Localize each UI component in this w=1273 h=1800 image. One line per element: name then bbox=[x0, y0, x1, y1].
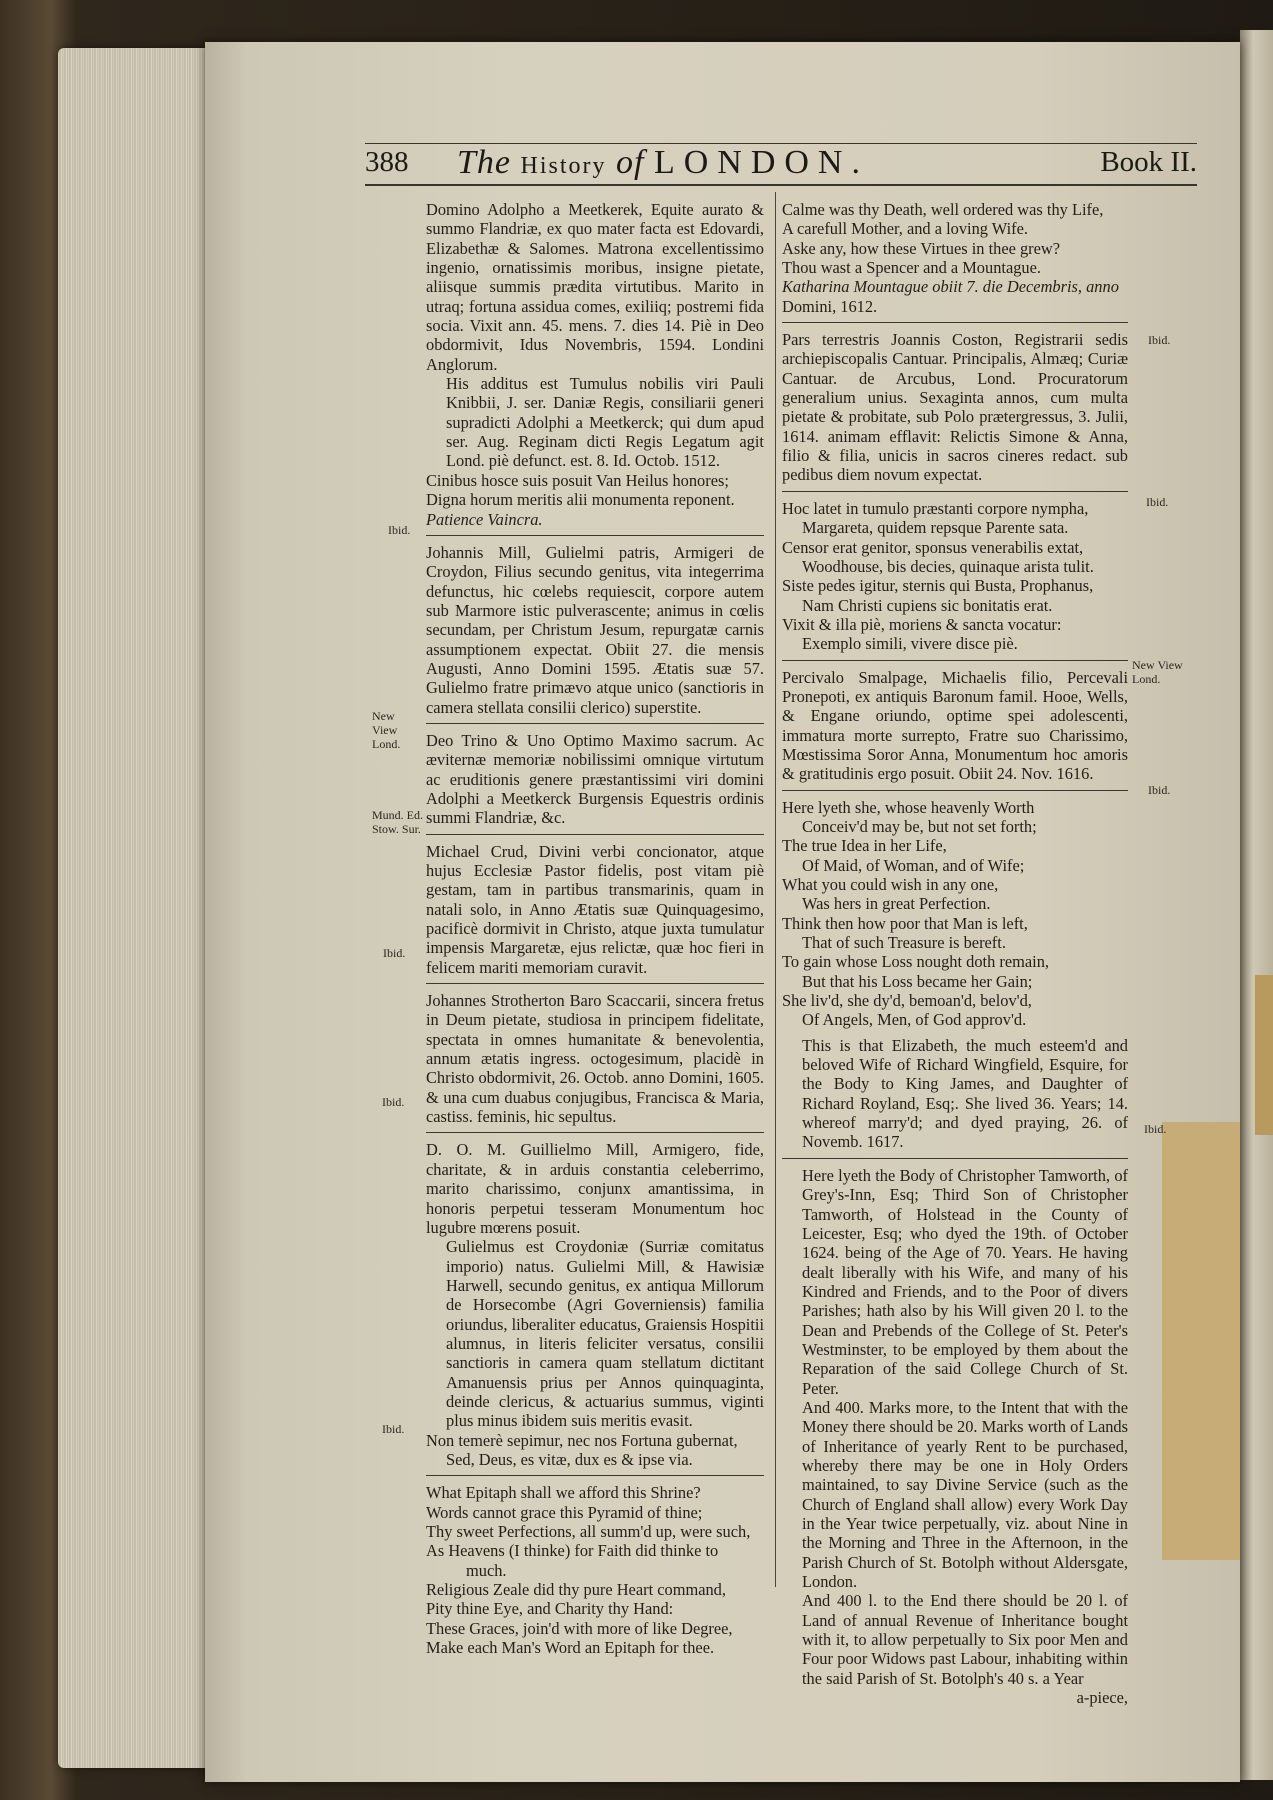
verse-line: A carefull Mother, and a loving Wife. bbox=[782, 219, 1028, 239]
left-entry-3 bbox=[426, 731, 764, 828]
margin-note: Ibid. bbox=[382, 1422, 405, 1436]
verse-line: Sed, Deus, es vitæ, dux es & ipse via. bbox=[446, 1449, 693, 1469]
left-entry-4 bbox=[426, 842, 764, 977]
entry-text: Deo Trino & Uno Optimo Maximo sacrum. Ac æviternæ memoriæ nobilissimi omnique virtutum ac eruditionis genere præstantissimi viri domini Adolphi a Meetkerck Burgensis Equestris ordinis summi Flandriæ, &c. bbox=[426, 730, 764, 828]
entry-text-3: And 400 l. to the End there should be 20 l. of Land of annual Revenue of Inheritance bought with it, to allow perpetually to Six poor Men and Four poor Widows past Labour, inhabiting within the said Parish of St. Botolph's 40 s. a Year bbox=[802, 1591, 1128, 1688]
verse-line: Digna horum meritis alii monumenta reponent. bbox=[426, 490, 735, 510]
entry-rule bbox=[782, 322, 1128, 323]
catchword: a-piece, bbox=[1076, 1688, 1128, 1708]
verse-line: She liv'd, she dy'd, bemoan'd, belov'd, bbox=[782, 991, 1032, 1011]
verse-line: To gain whose Loss nought doth remain, bbox=[782, 952, 1049, 972]
entry-text: Here lyeth the Body of Christopher Tamworth, of Grey's-Inn, Esq; Third Son of Christopher Tamworth, of Holstead in the County of Leicester, Esq; who dyed the 19th. of October 1624. being of the Age of 70. Years. He having dealt liberally with his Wife, and many of his Kindred and Friends, and to the Poor of divers Parishes; hath also by his Will given 20 l. to the Dean and Prebends of the College of St. Peter's Westminster, to be employed by them about the Reparation of the said College Church of St. Peter. bbox=[802, 1165, 1128, 1398]
right-entry-5 bbox=[782, 798, 1128, 1152]
entry-rule bbox=[426, 983, 764, 984]
verse-line: What you could wish in any one, bbox=[782, 875, 999, 894]
left-entry-7 bbox=[426, 1483, 764, 1657]
column-divider bbox=[775, 192, 776, 1587]
entry-text-2: And 400. Marks more, to the Intent that with the Money there should be 20. Marks worth of Lands of Inheritance of yearly Rent to be purchased, whereby there may be one in Holy Orders maintained, to say Divine Service (such as the Church of England shall allow) every Work Day in the Year twice perpetually, viz. about Nine in the Morning and Three in the Afternoon, in the Parish Church of St. Botolph without Aldersgate, London. bbox=[802, 1397, 1128, 1592]
right-column bbox=[782, 200, 1128, 1707]
margin-note: Ibid. bbox=[1148, 333, 1171, 347]
verse-line: Pity thine Eye, and Charity thy Hand: bbox=[426, 1599, 674, 1619]
verse-line: Words cannot grace this Pyramid of thine; bbox=[426, 1502, 703, 1522]
verse-line: What Epitaph shall we afford this Shrine? bbox=[426, 1483, 701, 1503]
verse-line: Domini, 1612. bbox=[782, 296, 878, 316]
entry-text-2: His additus est Tumulus nobilis viri Pauli Knibbii, J. ser. Daniæ Regis, consiliarii generi supradicti Adolphi a Meetkerck; qui dum apud ser. Aug. Reginam dicti Regis Legatum agit Lond. piè defunct. est. 8. Id. Octob. 1512. bbox=[446, 374, 764, 471]
margin-note: Ibid. bbox=[388, 523, 411, 537]
verse-line: much. bbox=[466, 1560, 507, 1580]
verse-line: Was hers in great Perfection. bbox=[802, 894, 991, 914]
verse-line: But that his Loss became her Gain; bbox=[802, 971, 1033, 991]
verse-line: Thy sweet Perfections, all summ'd up, were such, bbox=[426, 1522, 751, 1541]
verse-line: Calme was thy Death, well ordered was thy Life, bbox=[782, 200, 1104, 219]
margin-note: New View Lond. bbox=[372, 709, 401, 751]
verse-line: Of Angels, Men, of God approv'd. bbox=[802, 1010, 1027, 1030]
facing-page-edge bbox=[1240, 30, 1273, 1780]
verse-line: Of Maid, of Woman, and of Wife; bbox=[802, 855, 1025, 875]
paper-strip bbox=[1255, 975, 1273, 1135]
margin-note: Ibid. bbox=[1148, 783, 1171, 797]
verse-line: Here lyeth she, whose heavenly Worth bbox=[782, 797, 1035, 817]
entry-rule bbox=[426, 1475, 764, 1476]
left-entry-2 bbox=[426, 543, 764, 717]
left-entry-6 bbox=[426, 1140, 764, 1469]
right-entry-6 bbox=[782, 1166, 1128, 1708]
entry-rule bbox=[782, 491, 1128, 492]
right-entry-2 bbox=[782, 330, 1128, 485]
entry-text-2: Gulielmus est Croydoniæ (Surriæ comitatus imporio) natus. Gulielmi Mill, & Hawisiæ Harwell, secundo genitus, ex antiqua Millorum de Horsecombe (Agri Governiensis) familia oriundus, liberaliter educatus, Graiensis Hospitii alumnus, in literis feliciter versatus, consilii sanctioris in camera quam stellatum dictitant Amanuensis prius per Annos quinquaginta, deinde clericus, & actuarius summus, viginti plus minus ibidem suis meritis evasit. bbox=[446, 1237, 764, 1431]
margin-note: Ibid. bbox=[383, 946, 406, 960]
entry-rule bbox=[782, 660, 1128, 661]
verse-line: Nam Christi cupiens sic bonitatis erat. bbox=[802, 595, 1053, 615]
left-entry-5 bbox=[426, 991, 764, 1126]
margin-note: New View Lond. bbox=[1132, 658, 1183, 686]
verse-line: Aske any, how these Virtues in thee grew? bbox=[782, 238, 1061, 258]
entry-rule bbox=[782, 1158, 1128, 1159]
page-number: 388 bbox=[365, 146, 409, 178]
entry-rule bbox=[426, 834, 764, 835]
verse-line: Vixit & illa piè, moriens & sancta vocatur: bbox=[782, 614, 1062, 634]
verse-line: Censor erat genitor, sponsus venerabilis extat, bbox=[782, 537, 1084, 557]
entry-rule bbox=[426, 1132, 764, 1133]
verse-line: Cinibus hosce suis posuit Van Heilus honores; bbox=[426, 470, 729, 490]
entry-text: Percivalo Smalpage, Michaelis filio, Percevali Pronepoti, ex antiquis Baronum famil. Hooe, Wells, & Engane oriundo, optime spei adolescenti, immatura morte surrepto, Fratre suo Charissimo, Mœstissima Soror Anna, Monumentum hoc amoris & gratitudinis ergo posuit. Obiit 24. Nov. 1616. bbox=[782, 667, 1128, 784]
verse-line: Siste pedes igitur, sternis qui Busta, Prophanus, bbox=[782, 576, 1094, 596]
entry-text: Johannes Strotherton Baro Scaccarii, sincera fretus in Deum pietate, studiosa in principem fidelitate, spectata in omnes humanitate & benevolentia, annum ætatis ingress. octogesimum, placidè in Christo obdormivit, 26. Octob. anno Domini, 1605. & una cum duabus conjugibus, Francisca & Maria, castiss. feminis, hic sepultus. bbox=[426, 991, 764, 1127]
verse-line: Hoc latet in tumulo præstanti corpore nympha, bbox=[782, 498, 1089, 518]
book-label: Book II. bbox=[1100, 146, 1197, 178]
verse-line: Thou wast a Spencer and a Mountague. bbox=[782, 258, 1041, 278]
pasted-paper-strip bbox=[1162, 1122, 1240, 1560]
verse-line: Woodhouse, bis decies, quinaque arista tulit. bbox=[802, 556, 1094, 576]
entry-text: Domino Adolpho a Meetkerek, Equite aurato & summo Flandriæ, ex quo mater facta est Edovardi, Elizabethæ & Salomes. Matrona excellentissimo ingenio, ornatissimis moribus, insigne pietate, aliisque summis prædita virtutibus. Marito in utraq; fortuna assidua comes, exiliiq; postremi fida socia. Vixit ann. 45. mens. 7. dies 14. Piè in Deo obdormivit, Idus Novembris, 1594. Londini Anglorum. bbox=[426, 200, 764, 374]
right-entry-1 bbox=[782, 200, 1128, 316]
running-title bbox=[457, 144, 869, 182]
title-london: LONDON. bbox=[653, 144, 869, 181]
header-rule-bottom bbox=[365, 184, 1197, 186]
entry-text-2: This is that Elizabeth, the much esteem'd and beloved Wife of Richard Wingfield, Esquire, for the Body to King James, and Daughter of Richard Royland, Esq;. She lived 36. Years; 14. whereof marry'd; and dyed praying, 26. of Novemb. 1617. bbox=[802, 1035, 1128, 1152]
entry-text: Michael Crud, Divini verbi concionator, atque hujus Ecclesiæ Pastor fidelis, post vitam piè gestam, tam in partibus transmarinis, quam in natali solo, in Anno Ætatis suæ Quinquagesimo, pacificè dormivit in Christo, atque juxta tumulatur impensis Margaretæ, ejus relictæ, quæ hoc fieri in felicem mariti memoriam curavit. bbox=[426, 841, 764, 977]
left-column bbox=[426, 200, 764, 1657]
verse-line: Katharina Mountague obiit 7. die Decembris, anno bbox=[782, 277, 1119, 297]
entry-text: Pars terrestris Joannis Coston, Registrarii sedis archiepiscopalis Cantuar. Principalis, Almæq; Curiæ Cantuar. de Arcubus, Lond. Procuratorum generalium unius. Sexaginta annos, cum multa pietate & probitate, sub Polo prætergressus, 3. Julii, 1614. animam efflavit: Relictis Simone & Anna, filio & filia, unicis in sacros cineres redact. sub pedibus diem novum expectat. bbox=[782, 330, 1128, 485]
title-history: History bbox=[520, 153, 607, 179]
left-entry-1 bbox=[426, 200, 764, 529]
running-header bbox=[365, 140, 1197, 186]
verse-line: As Heavens (I thinke) for Faith did thinke to bbox=[426, 1541, 719, 1561]
margin-note: Ibid. bbox=[382, 1095, 405, 1109]
entry-rule bbox=[426, 535, 764, 536]
verse-line: Non temerè sepimur, nec nos Fortuna gubernat, bbox=[426, 1430, 738, 1450]
title-the: The bbox=[457, 144, 511, 181]
title-of: of bbox=[616, 144, 645, 181]
entry-rule bbox=[426, 723, 764, 724]
right-entry-3 bbox=[782, 499, 1128, 654]
right-entry-4 bbox=[782, 668, 1128, 784]
verse-line: Conceiv'd may be, but not set forth; bbox=[802, 816, 1037, 836]
entry-text: D. O. M. Guillielmo Mill, Armigero, fide, charitate, & in arduis constantia celeberrimo, marito charissimo, conjunx amantissima, in honoris perpetui tesseram Monumentum hoc lugubre mœrens posuit. bbox=[426, 1140, 764, 1237]
verse-line: That of such Treasure is bereft. bbox=[802, 933, 1006, 953]
verse-line: Exemplo simili, vivere disce piè. bbox=[802, 634, 1018, 654]
verse-line: The true Idea in her Life, bbox=[782, 836, 947, 856]
margin-note: Ibid. bbox=[1144, 1122, 1167, 1136]
entry-text: Johannis Mill, Gulielmi patris, Armigeri de Croydon, Filius secundo genitus, vita integerrima defunctus, hic cœlebs requiescit, corpore autem sub Marmore istic pulverascente; animus in cœlis secundam, per Christum Jesum, repurgatæ carnis assumptionem expectat. Obiit 27. die mensis Augusti, Anno Domini 1595. Ætatis suæ 57. Gulielmo fratre primævo atque unico (sanctioris in camera stellata consilii clerico) superstite. bbox=[426, 542, 764, 717]
page-stack-edge bbox=[58, 48, 208, 1768]
margin-note: Mund. Ed. Stow. Sur. bbox=[372, 808, 423, 836]
verse-line: Margareta, quidem repsque Parente sata. bbox=[802, 518, 1069, 538]
entry-rule bbox=[782, 790, 1128, 791]
verse-line: Think then how poor that Man is left, bbox=[782, 913, 1028, 933]
verse-line: Make each Man's Word an Epitaph for thee. bbox=[426, 1638, 715, 1658]
verse-line: These Graces, join'd with more of like Degree, bbox=[426, 1618, 733, 1638]
margin-note: Ibid. bbox=[1146, 495, 1169, 509]
signature-line: Patience Vaincra. bbox=[426, 509, 543, 529]
verse-line: Religious Zeale did thy pure Heart command, bbox=[426, 1580, 726, 1600]
